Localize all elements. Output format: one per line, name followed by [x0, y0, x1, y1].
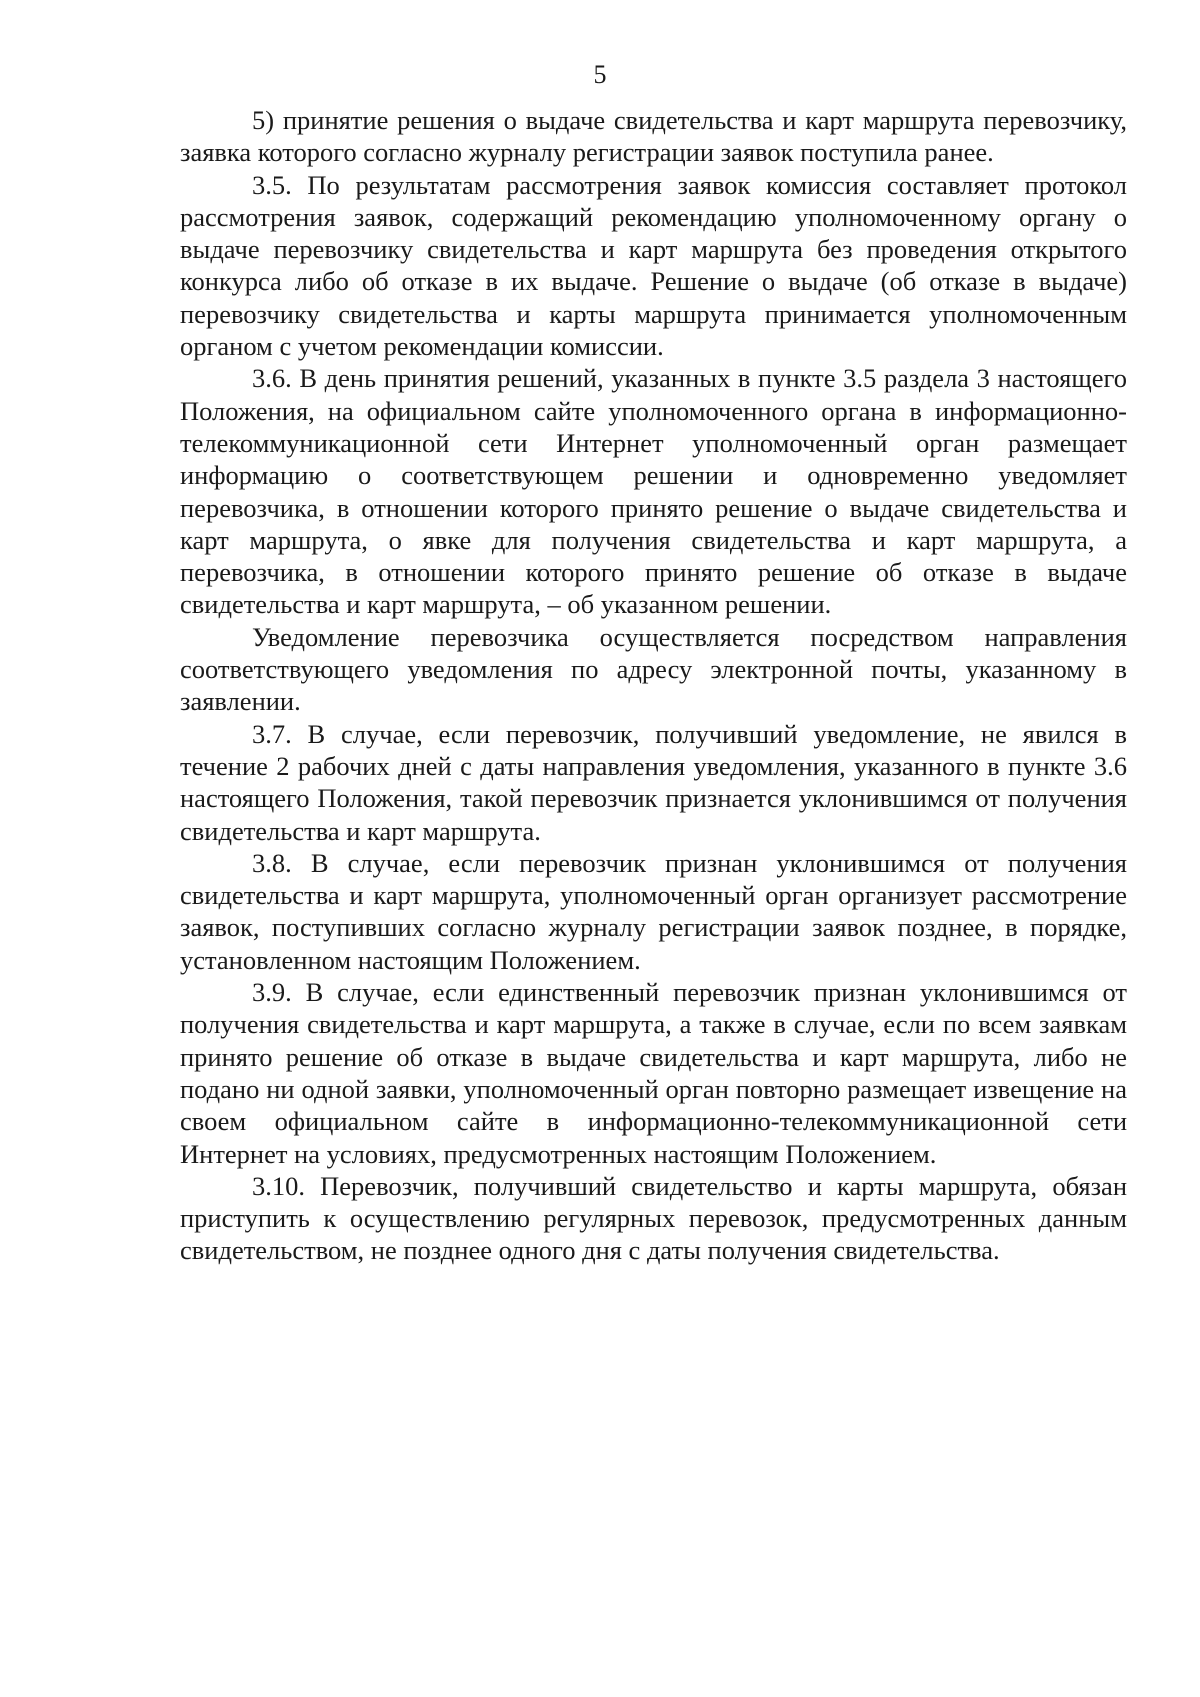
- paragraph-3-5: 3.5. По результатам рассмотрения заявок комиссия составляет протокол рассмотрения заявок, содержащий рекомендацию уполномоченному органу о выдаче перевозчику свидетельства и карт маршрута без проведения открытого конкурса либо об отказе в их выдаче. Решение о выдаче (об отказе в выдаче) перевозчику свидетельства и карты маршрута принимается уполномоченным органом с учетом рекомендации комиссии.: [180, 169, 1127, 362]
- paragraph-3-7: 3.7. В случае, если перевозчик, получивший уведомление, не явился в течение 2 рабочих дней с даты направления уведомления, указанного в пункте 3.6 настоящего Положения, такой перевозчик признается уклонившимся от получения свидетельства и карт маршрута.: [180, 718, 1127, 846]
- paragraph-3-10: 3.10. Перевозчик, получивший свидетельство и карты маршрута, обязан приступить к осуществлению регулярных перевозок, предусмотренных данным свидетельством, не позднее одного дня с даты получения свидетельства.: [180, 1170, 1127, 1266]
- paragraph-notification: Уведомление перевозчика осуществляется посредством направления соответствующего уведомления по адресу электронной почты, указанному в заявлении.: [180, 621, 1127, 717]
- paragraph-item-5: 5) принятие решения о выдаче свидетельства и карт маршрута перевозчику, заявка которого согласно журналу регистрации заявок поступила ранее.: [180, 105, 1127, 168]
- paragraph-3-6: 3.6. В день принятия решений, указанных в пункте 3.5 раздела 3 настоящего Положения, на официальном сайте уполномоченного органа в информационно-телекоммуникационной сети Интернет уполномоченный орган размещает информацию о соответствующем решении и одновременно уведомляет перевозчика, в отношении которого принято решение о выдаче свидетельства и карт маршрута, о явке для получения свидетельства и карт маршрута, а перевозчика, в отношении которого принято решение об отказе в выдаче свидетельства и карт маршрута, – об указанном решении.: [180, 363, 1127, 620]
- paragraph-3-8: 3.8. В случае, если перевозчик признан уклонившимся от получения свидетельства и карт маршрута, уполномоченный орган организует рассмотрение заявок, поступивших согласно журналу регистрации заявок позднее, в порядке, установленном настоящим Положением.: [180, 847, 1127, 975]
- page-number: 5: [593, 60, 607, 89]
- paragraph-3-9: 3.9. В случае, если единственный перевозчик признан уклонившимся от получения свидетельства и карт маршрута, а также в случае, если по всем заявкам принято решение об отказе в выдаче свидетельства и карт маршрута, либо не подано ни одной заявки, уполномоченный орган повторно размещает извещение на своем официальном сайте в информационно-телекоммуникационной сети Интернет на условиях, предусмотренных настоящим Положением.: [180, 977, 1127, 1169]
- document-body: [180, 104, 1127, 1267]
